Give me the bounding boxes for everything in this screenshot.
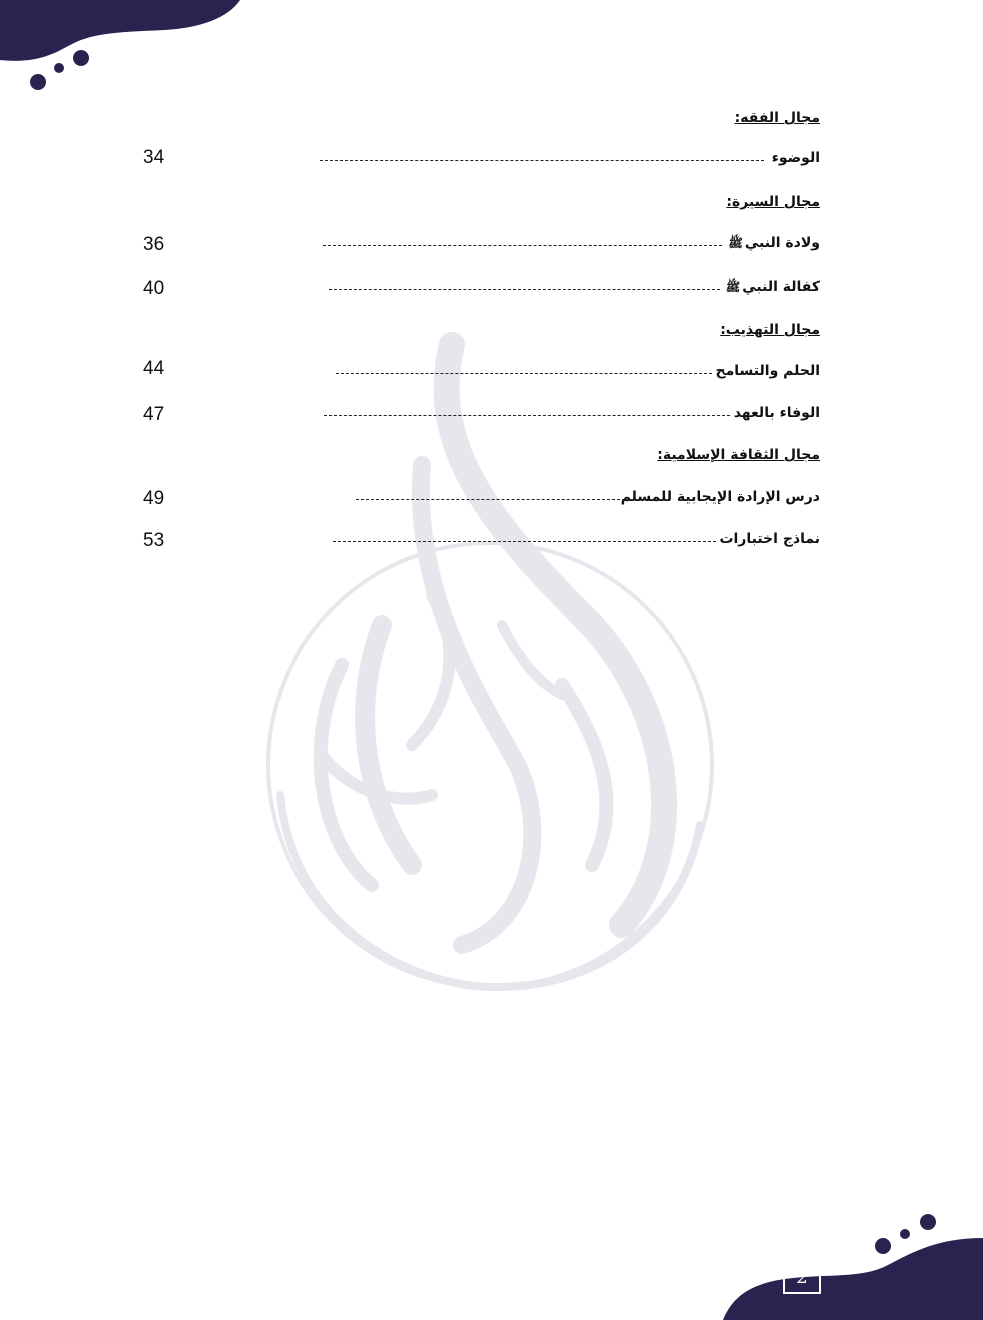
entry-title: ولادة النبيﷺ	[728, 235, 820, 251]
entry-page-number: 44	[143, 358, 165, 379]
toc-entry[interactable]	[356, 489, 820, 509]
entry-page-number: 40	[143, 278, 165, 299]
leader-dots	[323, 245, 722, 246]
toc-entry[interactable]	[324, 405, 820, 425]
entry-title: درس الإرادة الإيجابية للمسلم	[620, 489, 820, 505]
toc-entry[interactable]	[320, 150, 820, 170]
entry-page-number: 36	[143, 234, 165, 255]
toc-entry[interactable]	[323, 235, 820, 255]
honorific-glyph: ﷺ	[728, 236, 743, 250]
leader-dots	[333, 541, 716, 542]
entry-page-number: 34	[143, 147, 165, 168]
leader-dots	[336, 373, 712, 374]
section-heading-islamic-culture: مجال الثقافة الإسلامية:	[657, 447, 820, 463]
entry-title: الوفاء بالعهد	[733, 405, 820, 421]
watermark-logo	[262, 325, 722, 995]
toc-entry[interactable]	[329, 279, 820, 299]
section-heading-seerah: مجال السيرة:	[726, 194, 820, 210]
toc-entry[interactable]	[336, 363, 820, 383]
toc-entry[interactable]	[333, 531, 820, 551]
entry-title: كفالة النبيﷺ	[725, 279, 820, 295]
leader-dots	[320, 160, 764, 161]
honorific-glyph: ﷺ	[725, 280, 741, 294]
leader-dots	[324, 415, 730, 416]
entry-title: نماذج اختبارات	[719, 531, 820, 547]
page-number: 2	[783, 1260, 821, 1294]
top-corner-decoration	[0, 0, 260, 100]
entry-page-number: 53	[143, 530, 165, 551]
section-heading-fiqh: مجال الفقه:	[734, 110, 820, 126]
bottom-corner-decoration	[723, 1210, 983, 1320]
entry-page-number: 47	[143, 404, 165, 425]
entry-page-number: 49	[143, 488, 165, 509]
leader-dots	[329, 289, 720, 290]
entry-title: الوضوء	[771, 150, 820, 166]
leader-dots	[356, 499, 625, 500]
section-heading-tahdheeb: مجال التهذيب:	[720, 322, 820, 338]
entry-title: الحلم والتسامح	[715, 363, 820, 379]
